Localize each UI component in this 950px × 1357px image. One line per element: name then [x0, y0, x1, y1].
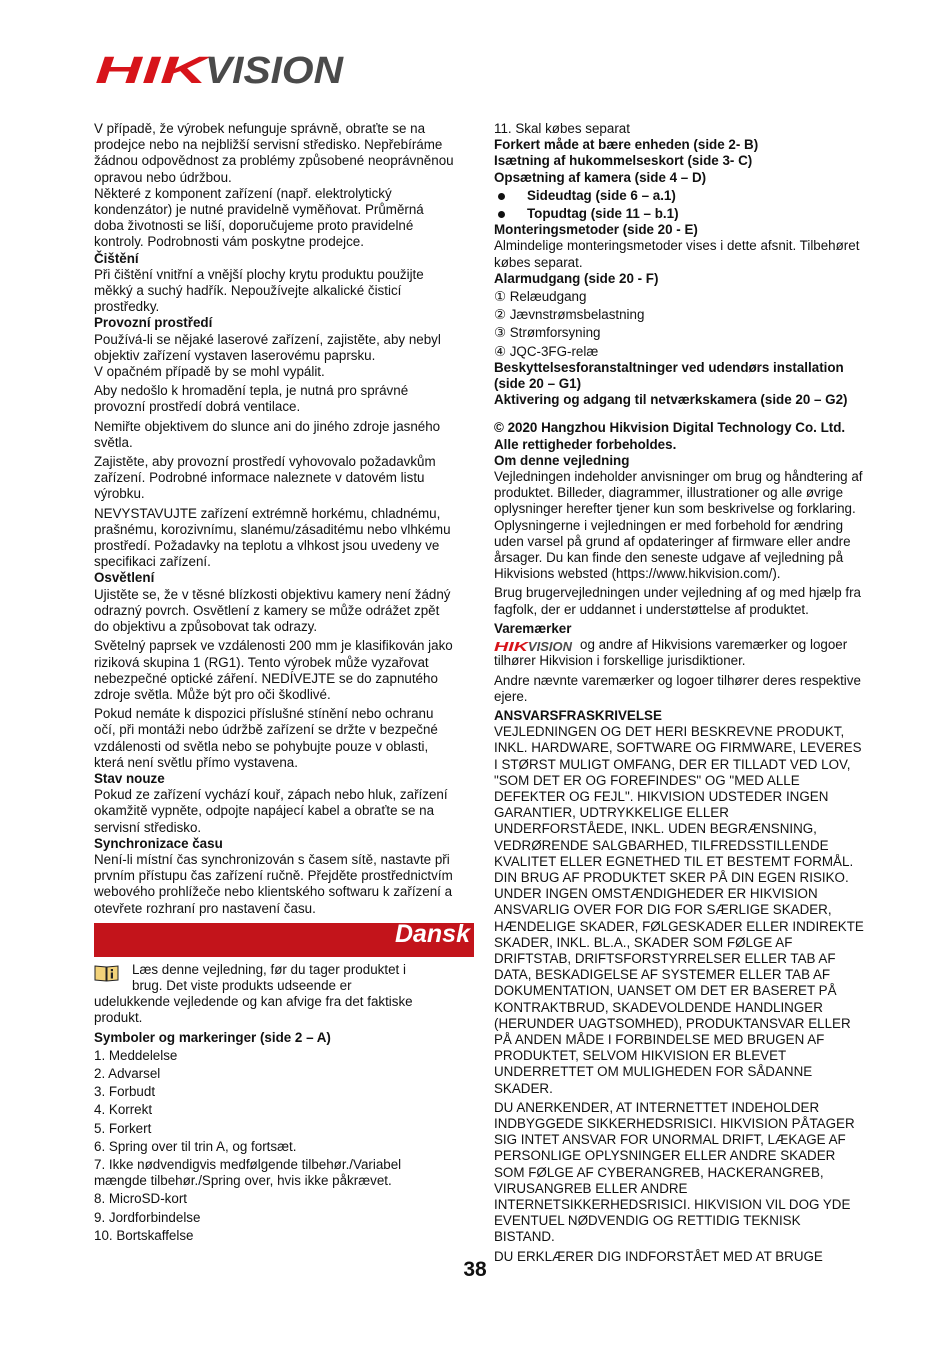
list-item: ② Jævnstrømsbelastning: [494, 307, 645, 323]
notice-line: brug. Det viste produkts udseende er: [132, 977, 352, 993]
paragraph: Některé z komponent zařízení (např. elektrolytický kondenzátor) je nutné pravidelně vyměňovat. Průměrná doba životnosti se liší, doporučujeme proto pravidelné kontroly. Podrobnosti vám poskytne prodejce.: [94, 185, 424, 250]
heading-memory-card: Isætning af hukommelseskort (side 3- C): [494, 153, 753, 169]
heading-symbols: Symboler og markeringer (side 2 – A): [94, 1029, 331, 1045]
svg-text:HIK: HIK: [494, 638, 531, 653]
list-item: ④ JQC-3FG-relæ: [494, 343, 599, 359]
paragraph: DU ANERKENDER, AT INTERNETTET INDEHOLDER INDBYGGEDE SIKKERHEDSRISICI. HIKVISION PÅTAGER SIG INTET ANSVAR FOR UNORMAL DRIFT, LÆKAGE AF PERSONLIGE OPLYSNINGER ELLER ANDRE SKADER SOM FØLGE AF CYBERANGREB, HACKERANGREB, VIRUSANGREB ELLER ANDRE INTERNETSIKKERHEDSRISICI. HIKVISION VIL DOG YDE EVENTUEL NØDVENDIG OG RETTIDIG TEKNISK BISTAND.: [494, 1099, 855, 1245]
paragraph: V opačném případě by se mohl vypálit.: [94, 364, 325, 380]
heading-alarm-output: Alarmudgang (side 20 - F): [494, 270, 659, 286]
list-item: 7. Ikke nødvendigvis medfølgende tilbehør./Variabel mængde tilbehør./Spring over, hvis ikke påkrævet.: [94, 1156, 402, 1189]
paragraph: Při čištění vnitřní a vnější plochy krytu produktu použijte měkký a suchý hadřík. Nepoužívejte alkalické čisticí prostředky.: [94, 266, 424, 315]
notice-line: udelukkende vejledende og kan afvige fra det faktiske produkt.: [94, 994, 413, 1026]
heading-camera-setup: Opsætning af kamera (side 4 – D): [494, 169, 707, 185]
svg-text:HIK: HIK: [95, 50, 212, 90]
paragraph: Zajistěte, aby provozní prostředí vyhovovalo požadavkům zařízení. Podrobné informace naleznete v datovém listu výrobku.: [94, 454, 436, 502]
heading-about-manual: Om denne vejledning: [494, 452, 630, 468]
bullet-item: Sideudtag (side 6 – a.1): [494, 188, 864, 204]
paragraph: Brug brugervejledningen under vejledning af og med hjælp fra fagfolk, der er uddannet i understøttelse af produktet.: [494, 585, 861, 617]
page-number: 38: [463, 1258, 487, 1281]
hikvision-logo-small: [494, 639, 576, 653]
paragraph: NEVYSTAVUJTE zařízení extrémně horkému, chladnému, prašnému, korozivnímu, slanému/zásaditému nebo vlhkému prostředí. Požadavky na teplotu a vlhkost jsou uvedeny ve specifikaci zařízení.: [94, 505, 451, 570]
paragraph: V případě, že výrobek nefunguje správně, obraťte se na prodejce nebo na nejbližší servisní středisko. Nepřebíráme žádnou odpovědnost za problémy způsobené neoprávněnou opravou nebo údržbou.: [94, 121, 454, 185]
paragraph: Ujistěte se, že v těsné blízkosti objektivu kamery není žádný odrazný povrch. Osvětlení z kamery se může odrážet zpět do objektivu a způsobovat tak odrazy.: [94, 586, 451, 635]
svg-text:VISION: VISION: [528, 638, 573, 653]
paragraph: DU ERKLÆRER DIG INDFORSTÅET MED AT BRUGE: [494, 1248, 823, 1264]
heading-synchronizace: Synchronizace času: [94, 835, 223, 851]
left-column: [94, 121, 470, 1244]
paragraph: Almindelige monteringsmetoder vises i dette afsnit. Tilbehøret købes separat.: [494, 238, 860, 270]
hikvision-logo: [95, 50, 345, 90]
heading-cisteni: Čištění: [94, 250, 139, 266]
heading-disclaimer: ANSVARSFRASKRIVELSE: [494, 707, 662, 723]
heading-trademarks: Varemærker: [494, 620, 572, 636]
paragraph: Aby nedošlo k hromadění tepla, je nutná pro správné provozní prostředí dobrá ventilace.: [94, 383, 409, 415]
paragraph: Andre nævnte varemærker og logoer tilhører deres respektive ejere.: [494, 672, 861, 704]
list-item: 9. Jordforbindelse: [94, 1209, 201, 1225]
paragraph: Není-li místní čas synchronizován s časem sítě, nastavte při prvním přístupu čas zařízení ručně. Přejděte prostřednictvím webového prohlížeče nebo klientského softwaru k zařízení a otevřete rozhraní pro nastavení času.: [94, 851, 453, 916]
heading-outdoor-protection: Beskyttelsesforanstaltninger ved udendørs installation (side 20 – G1): [494, 359, 844, 392]
notice-line: Læs denne vejledning, før du tager produktet i: [132, 961, 406, 977]
list-item: 10. Bortskaffelse: [94, 1227, 194, 1243]
list-item: 6. Spring over til trin A, og fortsæt.: [94, 1138, 297, 1154]
paragraph: VEJLEDNINGEN OG DET HERI BESKREVNE PRODUKT, INKL. HARDWARE, SOFTWARE OG FIRMWARE, LEVERES I STØRST MULIGT OMFANG, DER ER TILLADT VED LOV, "SOM DET ER OG FOREFINDES" OG "MED ALLE DEFEKTER OG FEJL". HIKVISION UDSTEDER INGEN GARANTIER, UDTRYKKELIGE ELLER UNDERFORSTÅEDE, INKL. UDEN BEGRÆNSNING, VEDRØRENDE SALGBARHED, TILFREDSSTILLENDE KVALITET ELLER EGNETHED TIL ET BESTEMT FORMÅL. DIN BRUG AF PRODUKTET SKER PÅ DIN EGEN RISIKO. UNDER INGEN OMSTÆNDIGHEDER ER HIKVISION ANSVARLIG OVER FOR DIG FOR SÆRLIGE SKADER, HÆNDELIGE SKADER, FØLGESKADER ELLER INDIREKTE SKADER, INKL. BL.A., SKADER SOM FØLGE AF DRIFTSTAB, DRIFTSFORSTYRRELSER ELLER TAB AF DATA, BESKADIGELSE AF SYSTEMER ELLER TAB AF DOKUMENTATION, UANSET OM DET ER BASERET PÅ KONTRAKTBRUD, SKADEVOLDENDE HANDLINGER (HERUNDER UAGTSOMHED), PRODUKTANSVAR ELLER PÅ ANDEN MÅDE I FORBINDELSE MED BRUGEN AF PRODUKTET, SELVOM HIKVISION ER BLEVET UNDERRETTET OM MULIGHEDEN FOR SÅDANNE SKADER.: [494, 724, 864, 1096]
copyright: © 2020 Hangzhou Hikvision Digital Technology Co. Ltd. Alle rettigheder forbeholdes.: [494, 420, 846, 452]
paragraph: [494, 637, 864, 669]
svg-text:VISION: VISION: [205, 50, 345, 90]
heading-mounting: Monteringsmetoder (side 20 - E): [494, 222, 698, 238]
right-column: [494, 121, 864, 1265]
paragraph: Nemiřte objektivem do slunce ani do jiného zdroje jasného světla.: [94, 418, 441, 450]
list-item: 2. Advarsel: [94, 1065, 161, 1081]
book-notice-icon: [94, 964, 120, 982]
list-item: ① Relæudgang: [494, 289, 587, 305]
trademarks-text: og andre af Hikvisions varemærker og logoer tilhører Hikvision i forskellige jurisdiktioner.: [494, 637, 848, 669]
paragraph: Světelný paprsek ve vzdálenosti 200 mm je klasifikován jako riziková skupina 1 (RG1). Tento výrobek může vyzařovat nebezpečné optické záření. NEDÍVEJTE se do zapnutého zdroje světla. Může být pro oči škodlivé.: [94, 638, 453, 702]
paragraph: Pokud ze zařízení vychází kouř, zápach nebo hluk, zařízení okamžitě vypněte, odpojte napájecí kabel a obraťte se na servisní středisko.: [94, 787, 448, 835]
notice-block: [94, 962, 456, 1027]
heading-stav-nouze: Stav nouze: [94, 770, 165, 786]
heading-carry: Forkert måde at bære enheden (side 2- B): [494, 137, 759, 153]
paragraph: Pokud nemáte k dispozici příslušné stínění nebo ochranu očí, při montáži nebo údržbě zařízení se držte v bezpečné vzdálenosti od světla nebo se pohybujte pouze v oblasti, která není světlu přímo vystavena.: [94, 706, 438, 770]
section-title: Dansk: [394, 919, 470, 948]
heading-osvetleni: Osvětlení: [94, 570, 155, 586]
language-section-banner: [94, 919, 474, 957]
list-item: 1. Meddelelse: [94, 1047, 178, 1063]
list-item: 4. Korrekt: [94, 1102, 153, 1118]
list-item: ③ Strømforsyning: [494, 325, 601, 341]
list-item: 3. Forbudt: [94, 1084, 156, 1100]
list-item: 5. Forkert: [94, 1120, 152, 1136]
paragraph: Vejledningen indeholder anvisninger om brug og håndtering af produktet. Billeder, diagrammer, illustrationer og alle øvrige oplysninger herefter tjener kun som beskrivelse og forklaring. Oplysningerne i vejledningen er med forbehold for ændring uden varsel på grund af opdateringer af firmware eller andre årsager. Du kan finde den seneste udgave af vejledning på Hikvisions websted (https://www.hikvision.com/).: [494, 469, 863, 582]
paragraph: Používá-li se nějaké laserové zařízení, zajistěte, aby nebyl objektiv zařízení vystaven laserovému paprsku.: [94, 331, 441, 363]
bullet-item: Topudtag (side 11 – b.1): [494, 206, 864, 222]
heading-provozni-prostredi: Provozní prostředí: [94, 315, 213, 331]
list-item: 8. MicroSD-kort: [94, 1191, 188, 1207]
list-item: 11. Skal købes separat: [494, 121, 630, 136]
heading-activation: Aktivering og adgang til netværkskamera (side 20 – G2): [494, 392, 848, 408]
